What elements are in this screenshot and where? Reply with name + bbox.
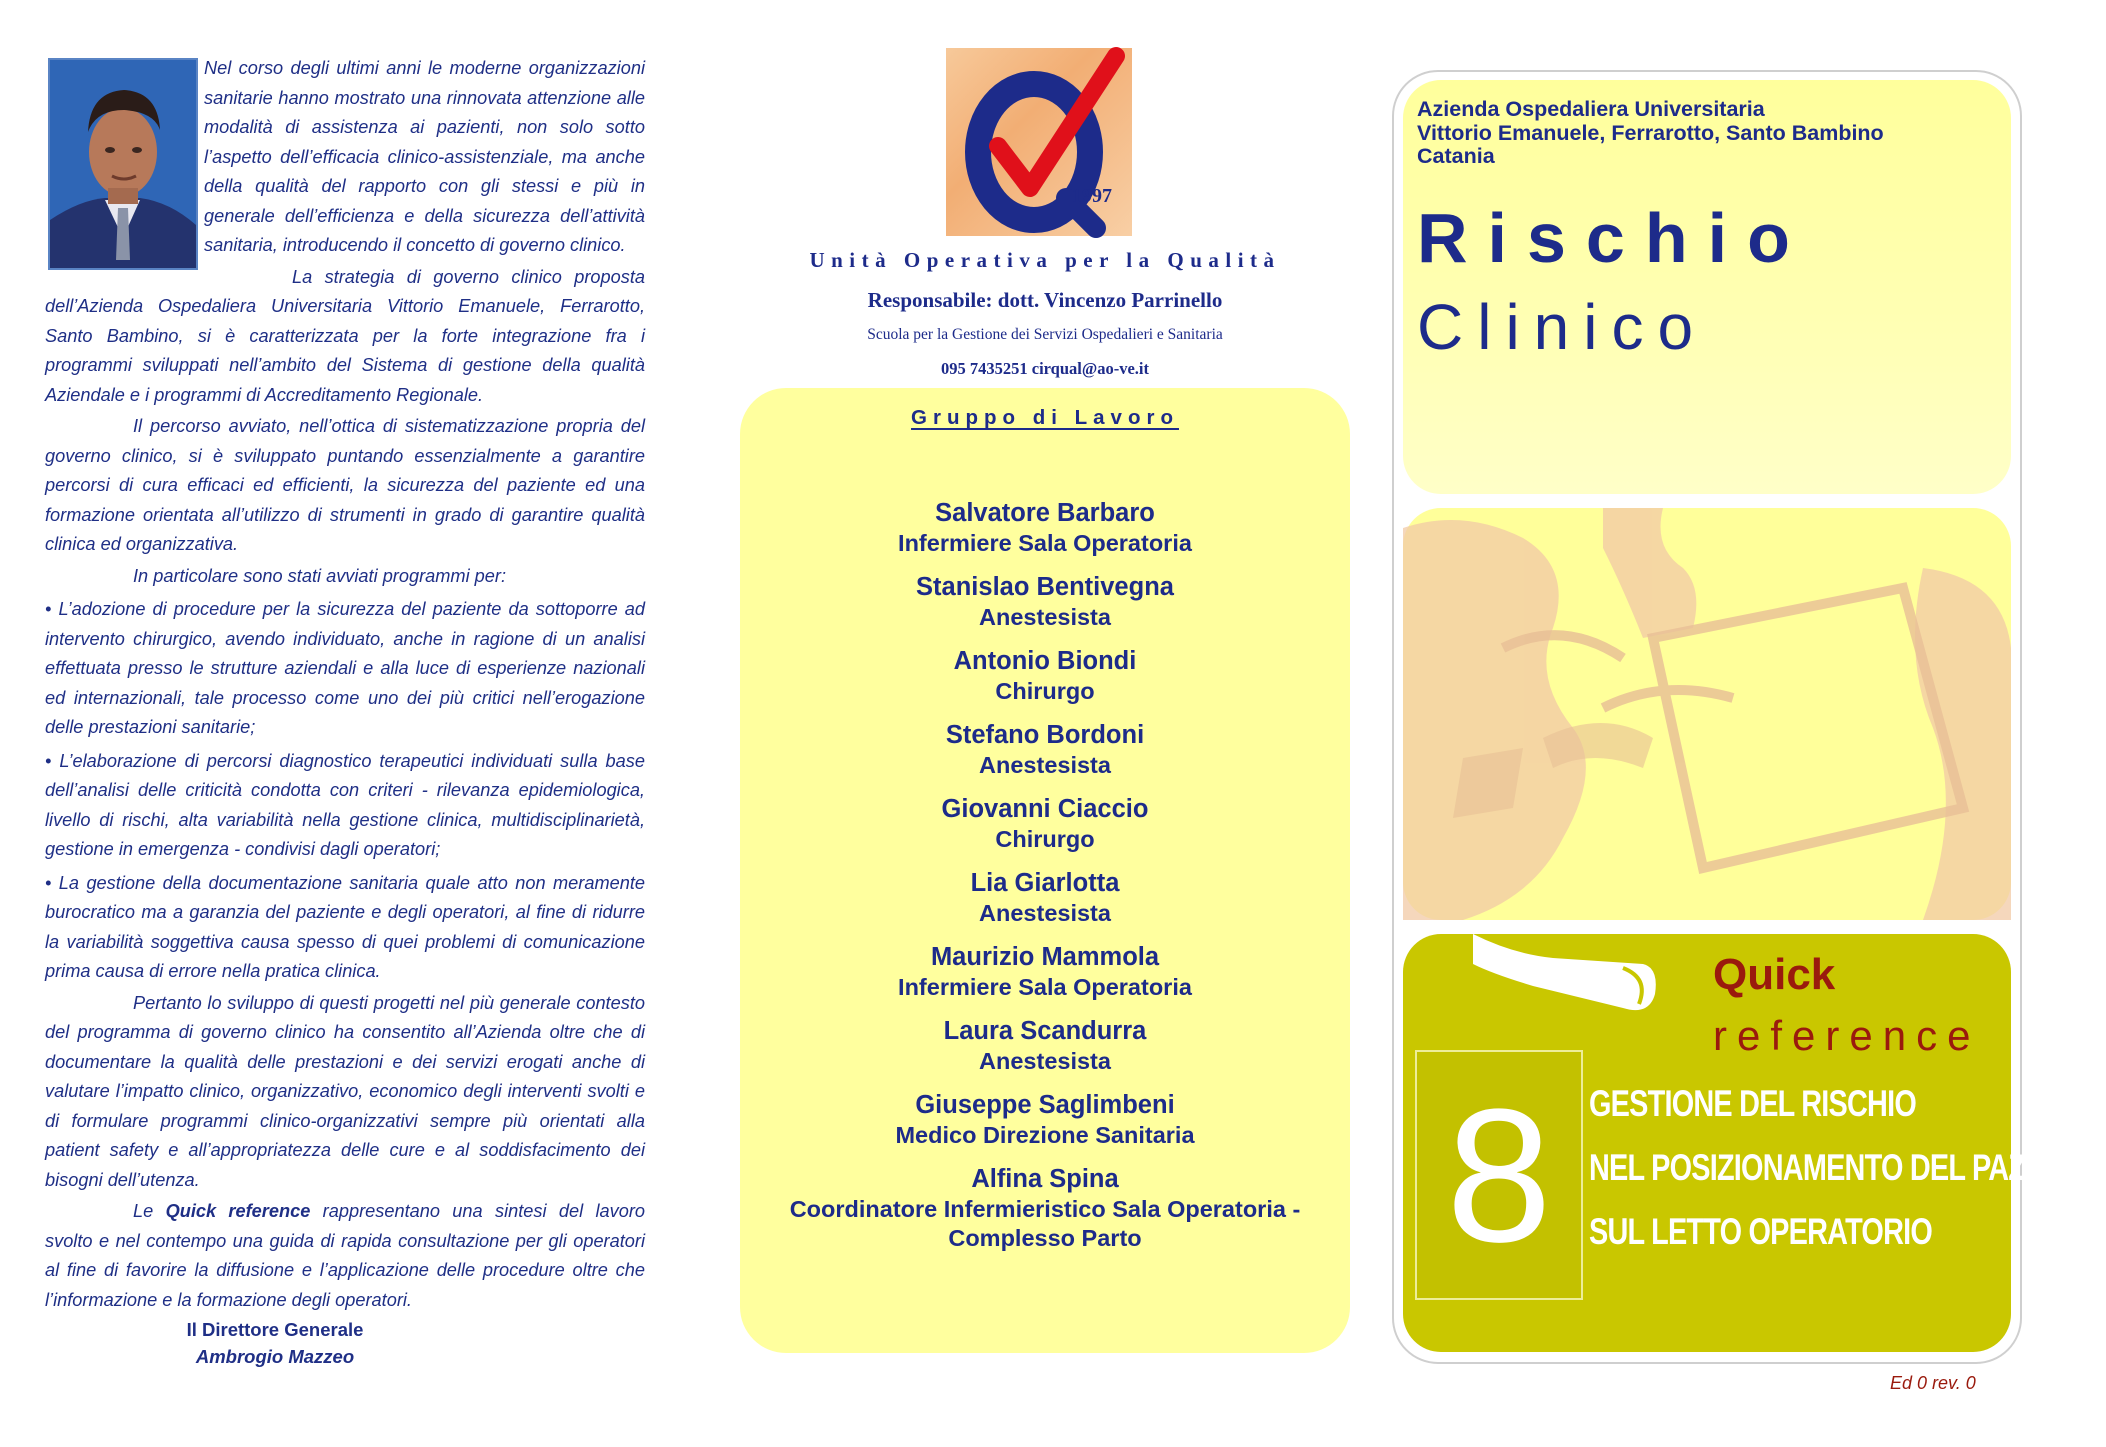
member-item: [740, 1164, 1350, 1251]
quick-reference-topic: [1589, 1072, 2106, 1264]
member-role: Anestesista: [979, 1048, 1111, 1074]
signature-title: Il Direttore Generale: [186, 1319, 364, 1340]
member-role: Infermiere Sala Operatoria: [898, 530, 1192, 556]
member-name: Antonio Biondi: [953, 647, 1137, 675]
quick-reference-number: 8: [1446, 1070, 1552, 1282]
member-item: [740, 868, 1350, 942]
quick-label: Quick: [1713, 950, 1836, 999]
quick-reference-number-box: [1415, 1050, 1583, 1300]
member-item: [740, 1090, 1350, 1164]
signature-name: Ambrogio Mazzeo: [195, 1346, 355, 1367]
member-role: Medico Direzione Sanitaria: [895, 1122, 1195, 1148]
intro-paragraph: Il percorso avviato, nell’ottica di sistematizzazione propria del governo clinico, si è sviluppato puntando essenzialmente a garantire percorsi di cura efficaci ed efficienti, la sicurezza del paziente ed una formazione orientata all’utilizzo di strumenti in grado di garantire qualità clinica ed organizzativa.: [45, 416, 645, 554]
member-role: Anestesista: [979, 900, 1111, 926]
bullet-paragraph: • L’elaborazione di percorsi diagnostico terapeutici individuati sulla base dell’analisi delle criticità condotta con criteri - rilevanza epidemiologica, livello di rischi, alta variabilità nella gestione clinica, multidisciplinarietà, gestione in emergenza - condivisi dagli operatori;: [45, 750, 645, 859]
member-item: [740, 498, 1350, 572]
title-rischio: Rischio: [1417, 199, 1810, 277]
member-role: Anestesista: [979, 752, 1111, 778]
quick-reference-emphasis: Quick reference: [165, 1201, 311, 1221]
title-clinico: Clinico: [1417, 291, 1708, 363]
director-photo: [48, 58, 198, 270]
member-name: Giovanni Ciaccio: [941, 795, 1149, 823]
hospital-name: Azienda Ospedaliera Universitaria Vittorio Emanuele, Ferrarotto, Santo Bambino Catania: [1417, 97, 1884, 168]
member-item: [740, 1016, 1350, 1090]
intro-paragraph: In particolare sono stati avviati programmi per:: [133, 565, 507, 586]
member-item: [740, 646, 1350, 720]
member-item: [740, 794, 1350, 868]
final-paragraph: [45, 1197, 645, 1315]
evangelist-illustration: [1403, 508, 2011, 920]
quality-logo-icon: [946, 48, 1132, 236]
topic-line: NEL POSIZIONAMENTO DEL PAZIENTE: [1589, 1147, 2106, 1188]
unit-contact: 095 7435251 cirqual@ao-ve.it: [941, 359, 1149, 378]
logo-year: 1997: [1072, 185, 1112, 207]
working-group-title-text: Gruppo di Lavoro: [911, 406, 1179, 429]
member-role: Coordinatore Infermieristico Sala Operatoria -: [789, 1196, 1301, 1222]
member-role: Chirurgo: [995, 678, 1095, 704]
reference-label: reference: [1713, 1012, 1981, 1059]
final-text-before: Le: [133, 1201, 166, 1221]
member-name: Stanislao Bentivegna: [916, 573, 1174, 601]
bullet-paragraph: • L’adozione di procedure per la sicurezza del paziente da sottoporre ad intervento chirurgico, avendo individuato, anche in ragione di un analisi effettuata presso le strutture aziendali e alla luce di esperienze nazionali ed internazionali, tale processo come uno dei più critici nell’erogazione delle prestazioni sanitarie;: [45, 599, 645, 737]
topic-line: GESTIONE DEL RISCHIO: [1589, 1083, 1917, 1124]
member-item: [740, 720, 1350, 794]
member-role: Infermiere Sala Operatoria: [898, 974, 1192, 1000]
unit-school: Scuola per la Gestione dei Servizi Ospedalieri e Sanitaria: [867, 326, 1223, 343]
unit-title: Unità Operativa per la Qualità: [809, 248, 1281, 272]
member-role-continued: Complesso Parto: [948, 1225, 1142, 1251]
quick-reference-panel: [1403, 934, 2106, 1352]
member-name: Alfina Spina: [971, 1165, 1119, 1193]
member-name: Stefano Bordoni: [945, 721, 1145, 749]
scroll-icon: [1473, 924, 1663, 1024]
member-role: Chirurgo: [995, 826, 1095, 852]
working-group-title: [740, 406, 1350, 430]
member-name: Maurizio Mammola: [930, 943, 1160, 971]
intro-paragraph: La strategia di governo clinico proposta dell’Azienda Ospedaliera Universitaria Vittorio Emanuele, Ferrarotto, Santo Bambino, si è caratterizzata per la forte integrazione fra i programmi sviluppati nell’ambito del Sistema di gestione della qualità Aziendale e i programmi di Accreditamento Regionale.: [45, 266, 645, 405]
member-name: Laura Scandurra: [943, 1017, 1147, 1045]
introduction-column: [45, 54, 645, 1368]
topic-line: SUL LETTO OPERATORIO: [1589, 1211, 1933, 1252]
bullet-paragraph: • La gestione della documentazione sanitaria quale atto non meramente burocratico ma a garanzia del paziente e degli operatori, al fine di ridurre la variabilità soggettiva causa spesso di quei problemi di comunicazione prima causa di errore nella pratica clinica.: [45, 872, 645, 981]
member-item: [740, 572, 1350, 646]
closing-paragraph: Pertanto lo sviluppo di questi progetti nel più generale contesto del programma di governo clinico ha consentito all’Azienda oltre che di documentare la qualità delle prestazioni e dei servizi erogati anche di valutare l’impatto clinico, organizzativo, economico degli interventi svolti e di formulare programmi clinico-organizzativi sempre più orientati alla patient safety e all’appropriatezza delle cure e al soddisfacimento dei bisogni dell’utenza.: [45, 992, 645, 1190]
intro-paragraph: Nel corso degli ultimi anni le moderne organizzazioni sanitarie hanno mostrato una rinnovata attenzione alle modalità di assistenza ai pazienti, non solo sotto l’aspetto dell’efficacia clinico-assistenziale, ma anche della qualità del rapporto con gli stessi e più in generale dell’efficienza e della sicurezza dell’attività sanitaria, introducendo il concetto di governo clinico.: [204, 58, 645, 255]
member-name: Lia Giarlotta: [970, 869, 1120, 897]
member-name: Salvatore Barbaro: [935, 499, 1155, 527]
member-role: Anestesista: [979, 604, 1111, 630]
member-item: [740, 942, 1350, 1016]
working-group-panel: [740, 388, 1350, 1353]
member-name: Giuseppe Saglimbeni: [915, 1091, 1175, 1119]
unit-responsible: Responsabile: dott. Vincenzo Parrinello: [867, 288, 1223, 312]
final-text-after: rappresentano una sintesi del lavoro svolto e nel contempo una guida di rapida consultazione per gli operatori al fine di favorire la diffusione e l’applicazione delle procedure oltre che l’informazione e la formazione degli operatori.: [45, 1201, 645, 1310]
title-panel: [1403, 80, 2011, 494]
member-list: [740, 498, 1350, 1251]
edition-label: Ed 0 rev. 0: [1890, 1373, 1976, 1393]
